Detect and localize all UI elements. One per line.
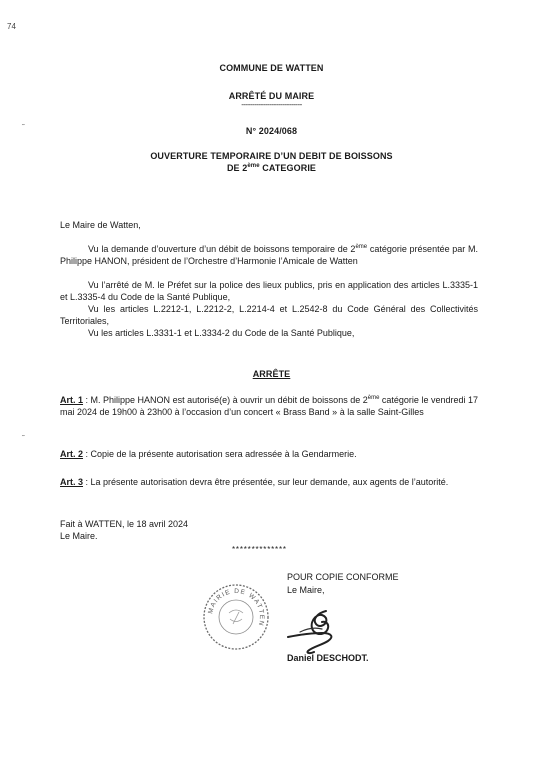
article-3-label: Art. 3: [60, 477, 84, 487]
signatory-name: Daniel DESCHODT.: [287, 653, 369, 663]
title-separator: ----------------------------: [241, 100, 302, 109]
commune-title: COMMUNE DE WATTEN: [219, 63, 324, 73]
objet-line-1: OUVERTURE TEMPORAIRE D’UN DEBIT DE BOISSONS: [150, 151, 393, 161]
vu-cgct: Vu les articles L.2212-1, L.2212-2, L.2214-4 et L.2542-8 du Code Général des Collectivités Territoriales,: [60, 304, 478, 326]
copie-conforme: POUR COPIE CONFORME: [287, 572, 399, 582]
vu-demande: Vu la demande d’ouverture d’un débit de boissons temporaire de 2ème catégorie présentée par M. Philippe HANON, président de l’Orchestre d’Harmonie l’Amicale de Watten: [60, 244, 479, 266]
fait-a: Fait à WATTEN, le 18 avril 2024: [60, 519, 189, 529]
vu-arrete-prefet: Vu l’arrêté de M. le Préfet sur la police des lieux publics, pris en application des articles L.3335-1 et L.3335-4 du Code de la Santé Publique,: [60, 280, 478, 302]
article-2-label: Art. 2: [60, 449, 84, 459]
margin-mark: ˜: [22, 123, 25, 132]
le-maire: Le Maire.: [60, 531, 98, 541]
article-1: Art. 1 : M. Philippe HANON est autorisé(e) à ouvrir un débit de boissons de 2ème catégorie le vendredi 17 mai 2024 de 19h00 à 23h00 à l’occasion d’un concert « Brass Band » à la salle Saint-Gilles: [60, 395, 478, 417]
article-3: Art. 3 : La présente autorisation devra être présentée, sur leur demande, aux agents de l’autorité.: [60, 477, 449, 487]
objet-line-2: DE 2ème CATEGORIE: [226, 163, 317, 173]
arrete-du-maire-title: ARRÊTÉ DU MAIRE: [228, 91, 315, 101]
separator-stars: **************: [232, 545, 287, 554]
arrete-heading: ARRÊTE: [252, 369, 291, 379]
svg-text:MAIRIE DE WATTEN: MAIRIE DE WATTEN: [207, 587, 266, 628]
greeting: Le Maire de Watten,: [60, 220, 141, 230]
mayor-signature: [280, 605, 360, 655]
page-number: 74: [7, 22, 16, 31]
article-1-label: Art. 1: [60, 395, 84, 405]
article-2: Art. 2 : Copie de la présente autorisation sera adressée à la Gendarmerie.: [60, 449, 357, 459]
arrete-number: N° 2024/068: [245, 126, 298, 136]
le-maire-signature-label: Le Maire,: [287, 585, 325, 595]
mairie-seal: [202, 583, 270, 651]
margin-mark: ˜: [22, 434, 25, 443]
vu-csp: Vu les articles L.3331-1 et L.3334-2 du Code de la Santé Publique,: [88, 328, 355, 338]
